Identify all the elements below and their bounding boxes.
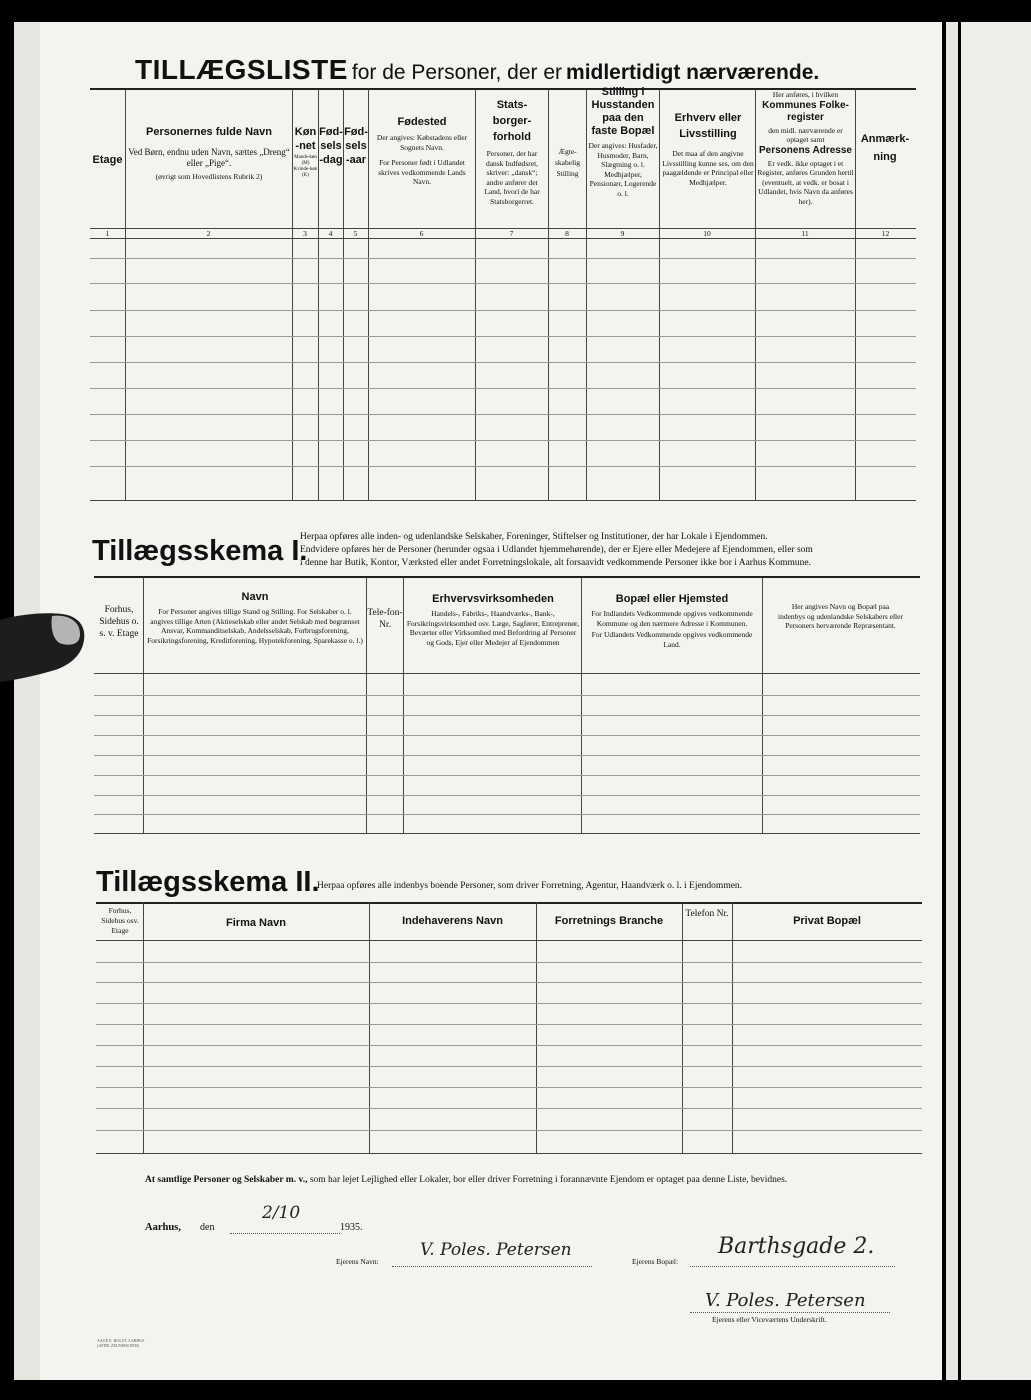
owner-address-handwritten: Barthsgade 2.	[718, 1234, 875, 1259]
skema2-row-line	[96, 1108, 922, 1109]
col-statsborger-header	[478, 97, 546, 206]
skema1-row-line	[94, 735, 920, 736]
skema1-col-erhverv-title: Erhvervsvirksomheden	[432, 593, 554, 605]
skema2-intro: Herpaa opføres alle indenbys boende Personer, som driver Forretning, Agentur, Haandværk o. l. i Ejendommen.	[317, 881, 743, 891]
col-name-desc: Ved Børn, endnu uden Navn, sættes „Dreng“ eller „Pige“.	[128, 147, 290, 168]
col-foedested-header	[371, 115, 473, 187]
col-number: 8	[565, 229, 569, 238]
owner-name-handwritten: V. Poles. Petersen	[420, 1240, 572, 1260]
skema1-row-line	[94, 775, 920, 776]
table1-row-line	[90, 466, 916, 467]
col-number: 12	[881, 229, 890, 238]
skema1-top-rule	[94, 576, 920, 578]
skema1-row-line	[94, 695, 920, 696]
col-foedselsaar-title: Fød-sels-aar	[344, 126, 368, 166]
col-name-header	[128, 125, 290, 182]
table1-bottom-rule	[90, 500, 916, 501]
signature-handwritten: V. Poles. Petersen	[705, 1290, 866, 1311]
skema2-row-line	[96, 1130, 922, 1131]
col-erhverv-header	[662, 110, 754, 187]
col-number: 10	[703, 229, 711, 238]
table1-row-line	[90, 440, 916, 441]
skema2-col-telefon: Telefon Nr.	[685, 909, 729, 919]
col-stilling-header	[588, 86, 658, 198]
skema1-intro-line-2: Endvidere opføres her de Personer (herunder ogsaa i Udlandet hjemmehørende), der er Ejere eller Medejere af Ejendommen, eller som	[300, 545, 813, 555]
skema1-row-line	[94, 814, 920, 815]
page-header	[135, 54, 915, 88]
table1-row-line	[90, 258, 916, 259]
col-stilling-desc: Der angives: Husfader, Husmoder, Barn, Slægtning o. l. Medhjælper, Pensionær, Logerende o. l.	[588, 141, 658, 198]
col-erhverv-desc: Det maa af den angivne Livsstilling kunne ses, om den paagældende er Principal eller Medhjælper.	[662, 149, 754, 187]
attestation-text	[145, 1175, 925, 1185]
col-number: 2	[206, 229, 211, 238]
col-foedested-desc-2: For Personer født i Udlandet skrives vedkommende Lands Navn.	[378, 158, 466, 186]
skema2-col-branche: Forretnings Branche	[554, 915, 664, 927]
col-name-desc-2: (øvrigt som Hovedlistens Rubrik 2)	[155, 172, 263, 181]
col-erhverv-title: Erhverv eller Livsstilling	[674, 112, 742, 140]
col-folkeregister-title: Kommunes Folke-register	[762, 99, 849, 123]
col-koen-header	[293, 125, 318, 179]
col-koen-title: Køn-net	[294, 126, 317, 152]
col-koen-desc: Mands-køn (M) Kvinde-køn (K)	[293, 155, 318, 178]
next-page-edge	[961, 22, 1031, 1380]
skema2-row-line	[96, 1087, 922, 1088]
year-label: 1935.	[340, 1222, 363, 1233]
signature-label: Ejerens eller Viceværtens Underskrift.	[712, 1315, 827, 1324]
page-edge	[946, 22, 958, 1380]
col-statsborger-desc: Personer, der har dansk Indfødsret, skriver: „dansk“; andre anfører det Land, hvori de har Statsborgerret.	[484, 149, 540, 206]
col-stilling-title: Stilling i Husstanden paa den faste Bopæl	[591, 86, 655, 137]
skema2-top-rule	[96, 902, 922, 904]
table1-col-line	[755, 89, 756, 500]
col-folkeregister-pre: Her anføres, i hvilken	[772, 90, 839, 99]
owner-name-label: Ejerens Navn:	[336, 1257, 379, 1266]
skema1-col-erhverv-header	[406, 592, 580, 647]
skema1-col-erhverv-desc: Handels-, Fabriks-, Haandværks-, Bank-, Forsikringsvirksomhed osv. Læge, Sagfører, Entreprenør, Beværter eller Virksomhed med Befordring af Personer og Gods, Ejer eller Medejer af Ejendommen	[406, 609, 580, 647]
skema2-col-indehaver: Indehaverens Navn	[402, 915, 503, 927]
skema1-col-repraesentant: Her angives Navn og Bopæl paa indenbys og udenlandske Selskabers eller Personers herværende Repræsentant.	[778, 602, 903, 630]
skema2-bottom-rule	[96, 1153, 922, 1154]
skema1-col-navn-desc: For Personer angives tillige Stand og Stilling. For Selskaber o. l. angives tillige Arten (Aktieselskab eller andet Selskab med begrænset Ansvar, Kommanditselskab, Andelsselskab, Forbrugsforening, Forsikringsforening, Kreditforening, Hypotekforening, Sparekasse o. l.)	[147, 607, 363, 645]
skema1-col-bopael-title: Bopæl eller Hjemsted	[615, 593, 729, 605]
attestation-rest: som har lejet Lejlighed eller Lokaler, bor eller driver Forretning i forannævnte Ejendom er optaget paa denne Liste, bevidnes.	[309, 1175, 788, 1185]
table1-col-line	[659, 89, 660, 500]
skema1-col-navn-header	[146, 590, 364, 645]
skema2-row-line	[96, 1045, 922, 1046]
table1-row-line	[90, 336, 916, 337]
page-subtitle: for de Personer, der er	[351, 61, 563, 84]
owner-name-line	[392, 1266, 592, 1267]
col-number: 3	[303, 229, 307, 238]
owner-address-label: Ejerens Bopæl:	[632, 1257, 679, 1266]
skema2-col-firma: Firma Navn	[226, 917, 286, 929]
skema1-col-bopael-desc-2: For Udlandets Vedkommende opgives vedkommende Land.	[591, 630, 753, 649]
table1-row-line	[90, 362, 916, 363]
col-statsborger-title: Stats-borger-forhold	[492, 99, 532, 143]
skema2-row-line	[96, 1066, 922, 1067]
col-folkeregister-desc: Er vedk. ikke optaget i et Register, anføres Grunden hertil (eventuelt, at vedk. er bosat i Udlandet, hvis Navn da anføres her).	[757, 158, 854, 206]
skema1-row-line	[94, 755, 920, 756]
table1-col-line	[125, 89, 126, 500]
city-label: Aarhus,	[145, 1222, 181, 1233]
skema1-header-rule	[94, 673, 920, 674]
table1-col-line	[368, 89, 369, 500]
skema2-col-bopael: Privat Bopæl	[793, 915, 861, 927]
binding-gutter	[14, 22, 40, 1380]
skema2-row-line	[96, 1003, 922, 1004]
col-number: 9	[620, 229, 625, 238]
table1-col-line	[586, 89, 587, 500]
skema1-row-line	[94, 795, 920, 796]
col-number: 1	[105, 229, 110, 238]
col-number: 4	[328, 229, 333, 238]
table1-col-line	[475, 89, 476, 500]
col-folkeregister-mid: den midl. nærværende er optaget samt	[768, 125, 843, 144]
skema1-row-line	[94, 715, 920, 716]
skema2-col-line	[682, 903, 683, 1153]
skema1-col-navn-title: Navn	[241, 591, 269, 603]
col-aegteskab-title: Ægte-skabelig Stilling	[555, 147, 580, 178]
attestation-bold: At samtlige Personer og Selskaber m. v.,	[145, 1175, 308, 1185]
skema2-header-rule	[96, 940, 922, 941]
signature-line	[690, 1312, 890, 1313]
col-anmaerkning-title: Anmærk-ning	[860, 133, 910, 163]
col-folkeregister-header	[757, 90, 854, 206]
den-label: den	[200, 1222, 215, 1233]
skema2-row-line	[96, 1024, 922, 1025]
col-foedselsdag-title: Fød-sels-dag	[319, 126, 343, 166]
col-number: 7	[509, 229, 514, 238]
skema1-intro-line-3: i denne har Butik, Kontor, Værksted eller andet Forretningslokale, alt forsaavidt vedkommende Personer ikke bor i Aarhus Kommune.	[300, 558, 812, 568]
skema1-intro-line-1: Herpaa opføres alle inden- og udenlandske Selskaber, Foreninger, Stiftelser og Institutioner, der har Lokale i Ejendommen.	[300, 532, 768, 542]
table1-row-line	[90, 283, 916, 284]
col-foedested-title: Fødested	[397, 116, 447, 128]
col-number: 5	[353, 229, 358, 238]
col-name-title: Personernes fulde Navn	[146, 126, 272, 138]
skema1-col-telefon: Tele-fon-Nr.	[367, 608, 403, 630]
table1-row-line	[90, 414, 916, 415]
printer-mark: AAGE E. HOLST, AARHUS (AFDB. ZEUNERS BTR)	[97, 1338, 145, 1348]
table1-col-line	[855, 89, 856, 500]
skema1-col-bopael-desc: For Indlandets Vedkommende opgives vedkommende Kommune og den nærmere Adresse i Kommunen.	[591, 609, 753, 628]
skema2-row-line	[96, 962, 922, 963]
owner-address-line	[690, 1266, 895, 1267]
skema2-title: Tillægsskema II.	[96, 866, 320, 898]
skema2-col-line	[143, 903, 144, 1153]
col-number: 11	[801, 229, 809, 238]
skema2-col-etage: Forhus, Sidehus osv. Etage	[101, 906, 139, 935]
skema2-col-line	[369, 903, 370, 1153]
page-title: TILLÆGSLISTE	[135, 54, 348, 85]
thumb-icon	[0, 610, 92, 694]
col-etage-title: Etage	[92, 154, 123, 166]
skema1-bottom-rule	[94, 833, 920, 834]
col-number: 6	[419, 229, 424, 238]
skema2-row-line	[96, 982, 922, 983]
skema2-col-line	[536, 903, 537, 1153]
col-foedested-desc: Der angives: Købstadens eller Sognets Navn.	[376, 133, 468, 152]
date-line	[230, 1233, 340, 1234]
date-handwritten: 2/10	[262, 1203, 301, 1223]
skema2-col-line	[732, 903, 733, 1153]
skema1-col-etage: Forhus, Sidehus o. s. v. Etage	[99, 605, 139, 639]
skema1-intro	[300, 531, 920, 570]
skema1-title: Tillægsskema I.	[92, 535, 308, 567]
page-subtitle-bold: midlertidigt nærværende.	[566, 61, 820, 84]
table1-row-line	[90, 388, 916, 389]
skema1-col-bopael-header	[584, 592, 760, 649]
table1-row-line	[90, 310, 916, 311]
col-folkeregister-title-2: Personens Adresse	[758, 144, 852, 156]
